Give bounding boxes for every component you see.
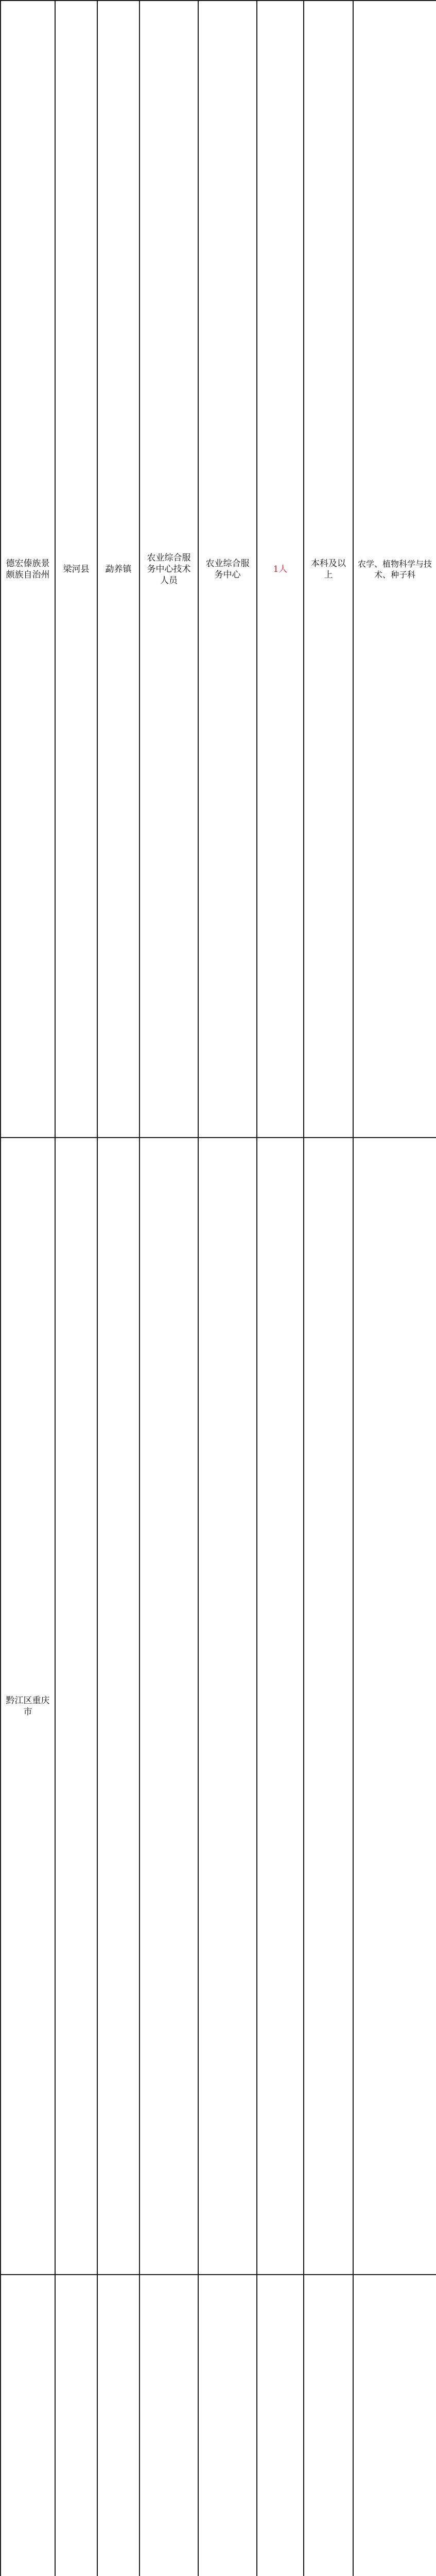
cell-count: 1人 [257,1,304,1138]
cell-requirement [353,2275,436,2576]
cell-count [257,2275,304,2576]
cell-count [257,1138,304,2275]
cell-county [55,1138,97,2275]
cell-county: 梁河县 [55,1,97,1138]
table-row [1,1,436,1138]
cell-edu: 本科及以上 [304,1,353,1138]
cell-requirement [353,1138,436,2275]
cell-region: 黔江区重庆市 [1,1138,55,2275]
table-body [1,1,436,2576]
cell-edu [304,1138,353,2275]
cell-org: 勐养镇 [97,1,139,1138]
cell-region: 德宏傣族景颇族自治州 [1,1,55,1138]
cell-unit [198,2275,257,2576]
table-row [1,2275,436,2576]
cell-requirement: 农学、植物科学与技术、种子科 [353,1,436,1138]
cell-org [97,1138,139,2275]
cell-county [55,2275,97,2576]
cell-post [139,2275,198,2576]
cell-edu [304,2275,353,2576]
table-row [1,1138,436,2275]
cell-unit: 农业综合服务中心 [198,1,257,1138]
cell-unit [198,1138,257,2275]
cell-org [97,2275,139,2576]
cell-post [139,1138,198,2275]
cell-post: 农业综合服务中心技术人员 [139,1,198,1138]
cell-region [1,2275,55,2576]
